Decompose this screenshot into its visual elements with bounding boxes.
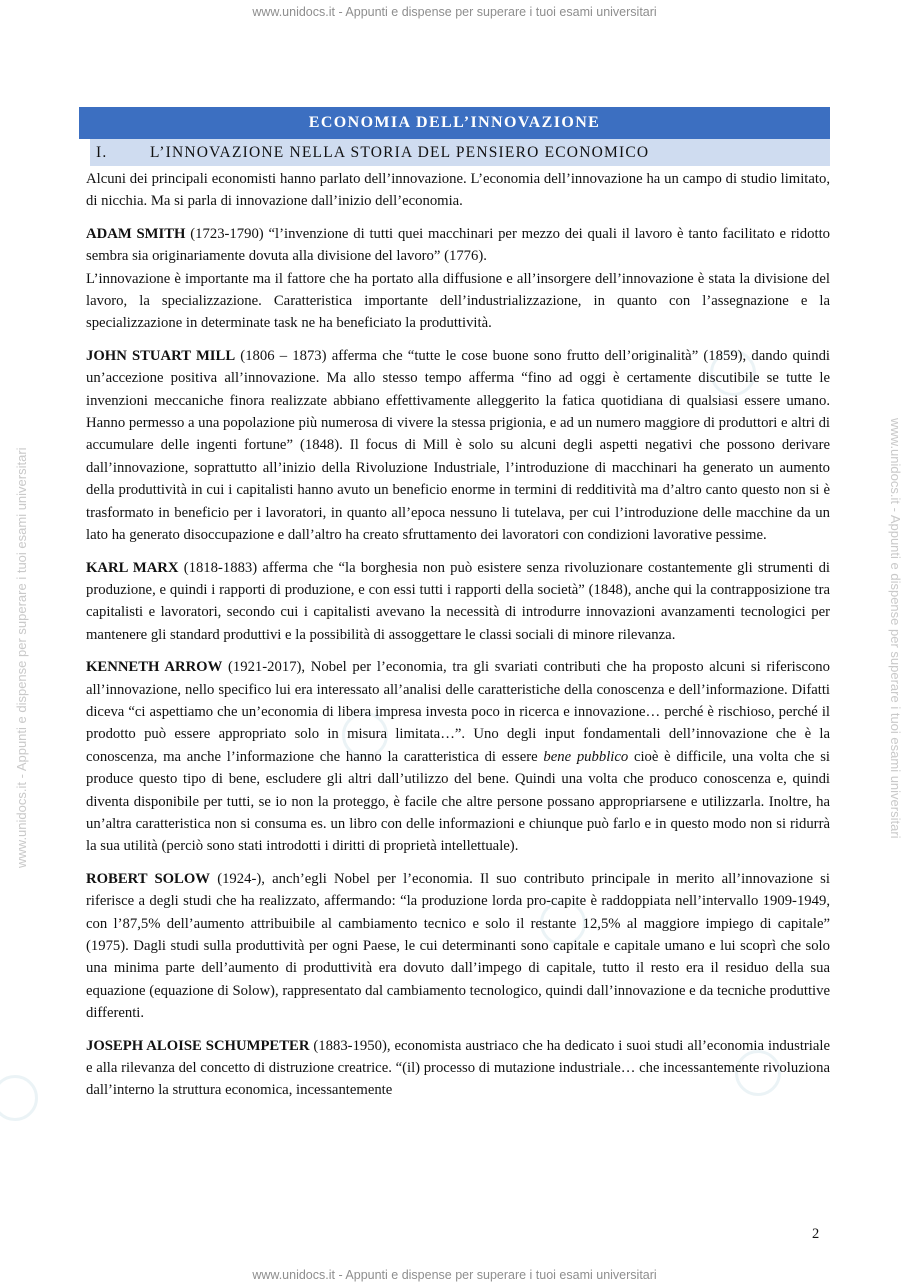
document-title: ECONOMIA DELL’INNOVAZIONE [79,107,830,139]
arrow-name: KENNETH ARROW [86,659,223,676]
watermark-logo-icon [0,1075,38,1121]
marx-paragraph [86,557,830,647]
mill-paragraph [86,345,830,547]
watermark-right: www.unidocs.it - Appunti e dispense per superare i tuoi esami universitari [888,418,903,839]
section-title: L’INNOVAZIONE NELLA STORIA DEL PENSIERO ECONOMICO [150,144,650,161]
watermark-bottom: www.unidocs.it - Appunti e dispense per superare i tuoi esami universitari [252,1268,657,1282]
page-number: 2 [812,1226,820,1242]
solow-paragraph [86,868,830,1025]
watermark-left: www.unidocs.it - Appunti e dispense per superare i tuoi esami universitari [14,447,29,868]
smith-name: ADAM SMITH [86,225,186,242]
intro-paragraph: Alcuni dei principali economisti hanno parlato dell’innovazione. L’economia dell’innovazione ha un campo di studio limitato, di nicchia. Ma si parla di innovazione dall’inizio dell’economia. [86,171,830,210]
schumpeter-name: JOSEPH ALOISE SCHUMPETER [86,1037,310,1054]
marx-name: KARL MARX [86,559,179,576]
solow-name: ROBERT SOLOW [86,870,210,887]
arrow-italic: bene pubblico [543,748,629,765]
arrow-paragraph [86,656,830,858]
section-heading [90,139,830,166]
mill-text: (1806 – 1873) afferma che “tutte le cose buone sono frutto dell’originalità” (1859), dando quindi un’accezione positiva all’innovazione. Ma allo stesso tempo afferma “fino ad oggi è certamente discutibile se tutte le invenzioni meccaniche finora realizzate abbiano effettivamente alleggerito la fatica quotidiana di qualsiasi essere umano. Hanno permesso a una popolazione più numerosa di vivere la stessa prigionia, e ad un numero maggiore di produttori e altri di accumulare delle ingenti fortune” (1848). Il focus di Mill è solo su alcuni degli aspetti negativi che possono derivare dall’innovazione, soprattutto all’inizio della Rivoluzione Industriale, l’introduzione di macchinari ha generato un aumento della produttività in cui i capitalisti hanno avuto un beneficio enorme in termini di redditività ma d’altro canto questo non si è trasformato in beneficio per i lavoratori, in quanto all’epoca nessuno li tutelava, per cui l’introduzione delle macchine da un lato ha generato disoccupazione e dall’altro ha creato sfruttamento dei lavoratori con condizioni lavorative pessime. [86,347,830,544]
marx-text: (1818-1883) afferma che “la borghesia non può esistere senza rivoluzionare costantemente gli strumenti di produzione, e quindi i rapporti di produzione, e con essi tutti i rapporti della società” (1848), anche qui la contrapposizione tra capitalisti e lavoratori, secondo cui i capitalisti avevano la necessità di introdurre innovazioni avanzamenti tecnologici per mantenere gli standard produttivi e la possibilità di assoggettare le classi sociali di minore rilevanza. [86,559,830,643]
document-page [86,107,830,1102]
solow-text: (1924-), anch’egli Nobel per l’economia. Il suo contributo principale in merito all’innovazione si riferisce a degli studi che ha realizzato, affermando: “la produzione lorda pro-capite è raddoppiata nell’intervallo 1909-1949, con l’87,5% dell’aumento attribuibile al cambiamento tecnico e solo il restante 12,5% al maggiore impiego di capitale” (1975). Dagli studi sulla produttività per ogni Paese, le cui determinanti sono capitale e capitale umano e lui scoprì che solo una minima parte dell’aumento di produttività era dovuto dall’impego di capitale, tutto il resto era il residuo della sua equazione (equazione di Solow), rappresentato dal cambiamento tecnologico, quindi dall’innovazione e da tecniche produttive differenti. [86,870,830,1022]
section-number: I. [96,144,108,161]
smith-text: (1723-1790) “l’invenzione di tutti quei macchinari per mezzo dei quali il lavoro è tanto facilitato e ridotto sembra sia originariamente dovuta alla divisione del lavoro” (1776). [86,225,831,265]
arrow-text-a: (1921-2017), Nobel per l’economia, tra gli svariati contributi che ha proposto alcuni si riferiscono all’innovazione, nello specifico lui era interessato all’analisi delle caratteristiche della conoscenza e dell’informazione. Difatti diceva “ci aspettiamo che un’economia di libera impresa investa poco in ricerca e innovazione… perché è rischioso, perché il prodotto può essere appropriato solo in misura limitata…”. Uno degli input fondamentali dell’innovazione che è la conoscenza, ma anche l’informazione che hanno la caratteristica di essere [86,659,830,765]
watermark-top: www.unidocs.it - Appunti e dispense per superare i tuoi esami universitari [252,5,657,19]
smith-text-2: L’innovazione è importante ma il fattore che ha portato alla diffusione e all’insorgere dell’innovazione è stata la divisione del lavoro, la specializzazione. Caratteristica importante dell’industrializzazione, in quanto con l’assegnazione e la specializzazione in determinate task ne ha beneficiato la produttività. [86,270,830,332]
schumpeter-text: (1883-1950), economista austriaco che ha dedicato i suoi studi all’economia industriale e alla rilevanza del concetto di distruzione creatrice. “(il) processo di mutazione industriale… che incessantemente rivoluziona dall’interno la struttura economica, incessantemente [86,1037,830,1099]
schumpeter-paragraph [86,1035,830,1102]
mill-name: JOHN STUART MILL [86,347,236,364]
arrow-text-b: cioè è difficile, una volta che si produce questo tipo di bene, escludere gli altri dall’utilizzo del bene. Quindi una volta che produco conoscenza e, quindi diventa disponibile per tutti, se io non la proteggo, è facile che altre persone possano appropriarsene e utilizzarla. Inoltre, ha un’altra caratteristica non si consuma es. un libro con delle informazioni e chiunque può farlo e in questo modo non si ridurrà la sua utilità (perciò sono stati introdotti i diritti di proprietà intellettuale). [86,748,830,855]
smith-paragraph [86,223,830,335]
